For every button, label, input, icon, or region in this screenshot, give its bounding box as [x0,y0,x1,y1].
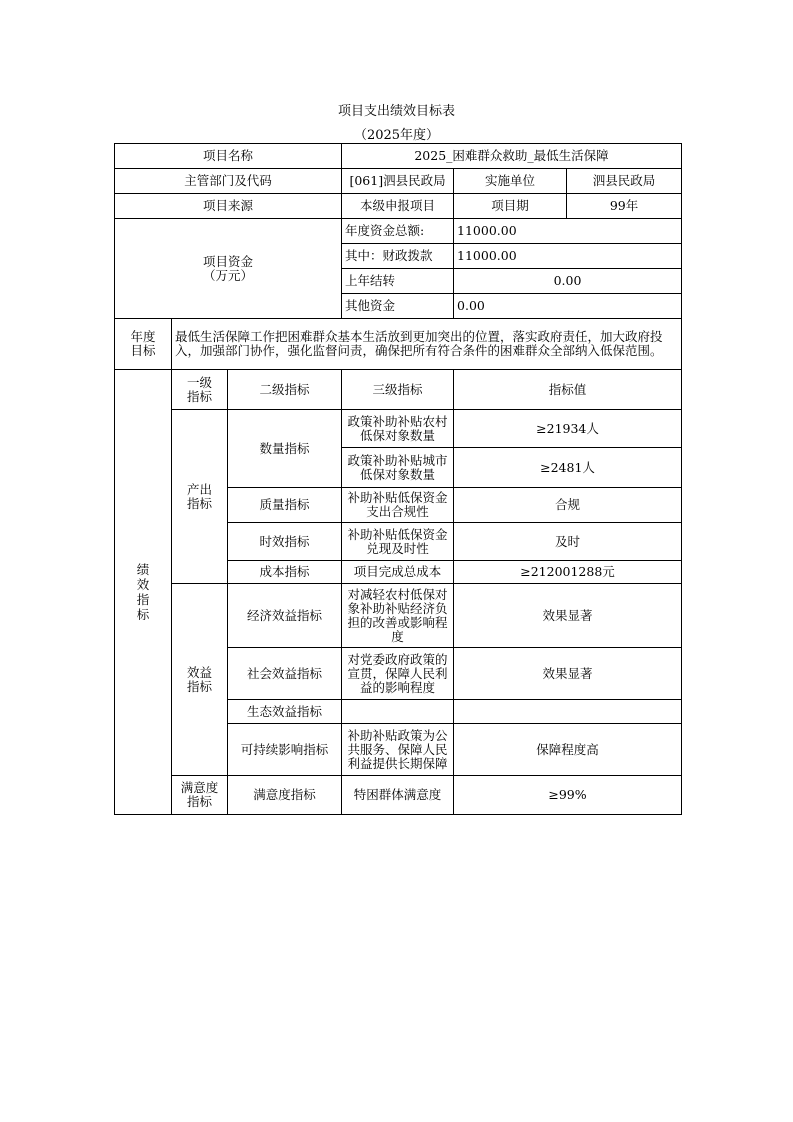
quantity-indicator-label: 数量指标 [228,410,342,488]
benefit-indicator-label [172,584,228,776]
page-subtitle: （2025年度） [353,128,440,143]
cost-indicator-label: 成本指标 [228,561,342,584]
funds-label-line2: （万元） [203,267,254,283]
header-level1 [172,370,228,410]
funds-label-line1: 项目资金 [203,253,254,269]
funds-other-label: 其他资金 [342,294,454,319]
quantity-rural-name: 政策补助补贴农村低保对象数量 [342,410,454,448]
satisfaction-level1-text: 满意度指标 [180,780,219,809]
dept-value: [061]泗县民政局 [342,169,454,194]
impl-unit-label: 实施单位 [454,169,567,194]
period-value: 99年 [567,194,682,219]
cost-indicator-name: 项目完成总成本 [342,561,454,584]
timeliness-indicator-value: 及时 [454,523,682,561]
sustainable-indicator-name: 补助补贴政策为公共服务、保障人民利益提供长期保障 [342,724,454,776]
quantity-rural-value: ≥21934人 [454,410,682,448]
funds-other-value: 0.00 [454,294,682,319]
annual-goal-text: 最低生活保障工作把困难群众基本生活放到更加突出的位置，落实政府责任，加大政府投入，加强部门协作，强化监督问责，确保把所有符合条件的困难群众全部纳入低保范围。 [172,319,682,370]
social-indicator-name: 对党委政府政策的宣贯，保障人民利益的影响程度 [342,648,454,700]
sustainable-indicator-label: 可持续影响指标 [228,724,342,776]
benefit-indicator-text: 效益指标 [186,664,212,694]
header-level1-text: 一级指标 [186,374,212,404]
satisfaction-indicator-name: 特困群体满意度 [342,776,454,815]
impl-unit-value: 泗县民政局 [567,169,682,194]
header-value: 指标值 [454,370,682,410]
quantity-urban-name: 政策补助补贴城市低保对象数量 [342,448,454,488]
output-indicator-text: 产出指标 [186,481,212,511]
funds-carryover-value: 0.00 [454,269,682,294]
performance-table [114,143,682,815]
funds-total-value: 11000.00 [454,219,682,244]
header-level3: 三级指标 [342,370,454,410]
cost-indicator-value: ≥212001288元 [454,561,682,584]
quality-indicator-value: 合规 [454,488,682,523]
social-indicator-label: 社会效益指标 [228,648,342,700]
funds-fiscal-label: 其中：财政拨款 [342,244,454,269]
source-value: 本级申报项目 [342,194,454,219]
quality-indicator-label: 质量指标 [228,488,342,523]
satisfaction-indicator-label: 满意度指标 [228,776,342,815]
ecological-indicator-name [342,700,454,724]
source-label: 项目来源 [115,194,342,219]
social-indicator-value: 效果显著 [454,648,682,700]
indicator-section-label [115,370,172,815]
project-name-value: 2025_困难群众救助_最低生活保障 [342,144,682,169]
funds-fiscal-value: 11000.00 [454,244,682,269]
sustainable-indicator-value: 保障程度高 [454,724,682,776]
timeliness-indicator-label: 时效指标 [228,523,342,561]
economic-indicator-value: 效果显著 [454,584,682,648]
economic-indicator-name: 对减轻农村低保对象补助补贴经济负担的改善或影响程度 [342,584,454,648]
annual-goal-label [115,319,172,370]
funds-label [115,219,342,319]
ecological-indicator-value [454,700,682,724]
economic-indicator-label: 经济效益指标 [228,584,342,648]
timeliness-indicator-name: 补助补贴低保资金兑现及时性 [342,523,454,561]
ecological-indicator-label: 生态效益指标 [228,700,342,724]
page-title: 项目支出绩效目标表 [337,104,455,119]
output-indicator-label [172,410,228,584]
funds-total-label: 年度资金总额: [342,219,454,244]
period-label: 项目期 [454,194,567,219]
annual-goal-label-text: 年度目标 [130,329,156,358]
project-name-label: 项目名称 [115,144,342,169]
header-level2: 二级指标 [228,370,342,410]
quantity-urban-value: ≥2481人 [454,448,682,488]
satisfaction-level1-label [172,776,228,815]
funds-carryover-label: 上年结转 [342,269,454,294]
dept-label: 主管部门及代码 [115,169,342,194]
indicator-section-text: 绩效指标 [136,562,150,622]
satisfaction-indicator-value: ≥99% [454,776,682,815]
quality-indicator-name: 补助补贴低保资金支出合规性 [342,488,454,523]
